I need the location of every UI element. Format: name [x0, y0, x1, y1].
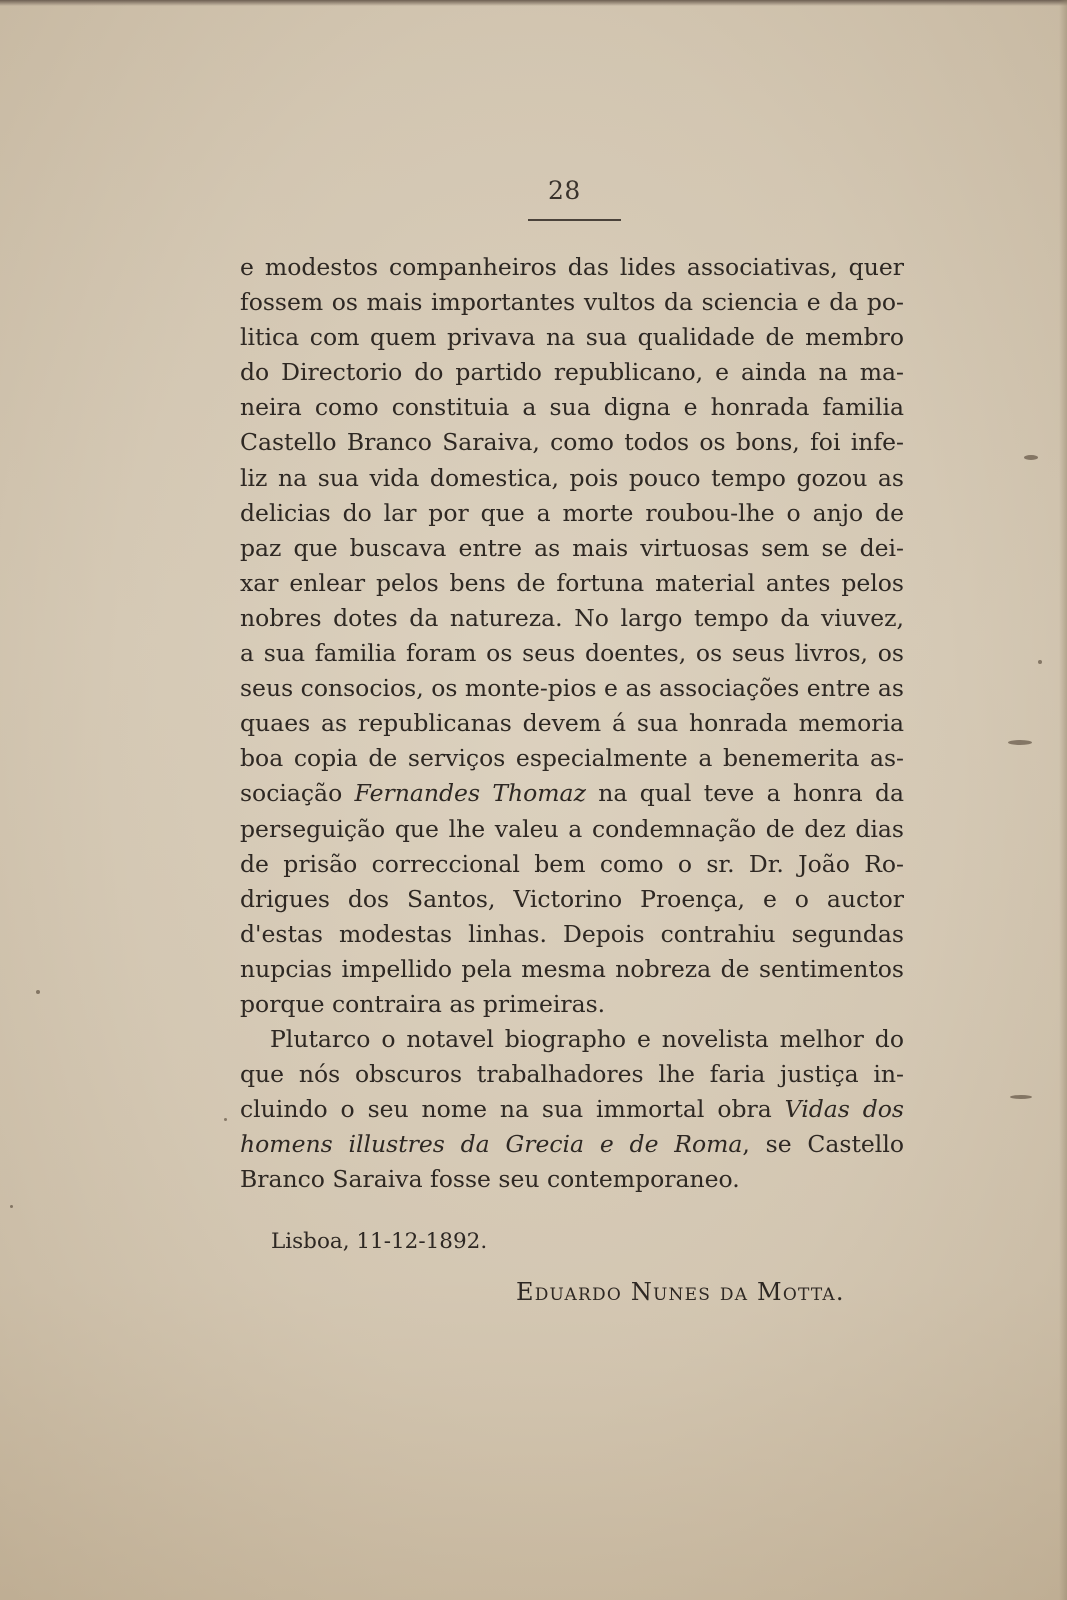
text-line: d'estas modestas linhas. Depois contrahiu segundas — [240, 919, 904, 948]
text-line: boa copia de serviços especialmente a benemerita as- — [240, 744, 904, 773]
text-line: e modestos companheiros das lides associativas, quer — [240, 253, 904, 281]
text-line: Castello Branco Saraiva, como todos os bons, foi infe- — [240, 428, 904, 457]
body-text — [240, 250, 904, 1198]
paper-speck — [1038, 660, 1042, 664]
paper-speck — [10, 1205, 13, 1208]
page-top-edge — [0, 0, 1067, 6]
book-title: Vidas dos — [784, 1095, 904, 1124]
text-line: porque contraira as primeiras. — [240, 989, 606, 1018]
text-line: nobres dotes da natureza. No largo tempo da viuvez, — [240, 603, 904, 632]
text-line: Branco Saraiva fosse seu contemporaneo. — [240, 1165, 740, 1194]
text-line: nupcias impellido pela mesma nobreza de sentimentos — [240, 954, 904, 983]
book-title: homens illustres da Grecia e de Roma — [240, 1130, 743, 1159]
association-name: Fernandes Thomaz — [354, 779, 586, 808]
text-line: perseguição que lhe valeu a condemnação de dez dias — [240, 814, 904, 843]
text-line: seus consocios, os monte-pios e as associações entre as — [240, 674, 904, 703]
text-line: paz que buscava entre as mais virtuosas sem se dei- — [240, 533, 904, 562]
paper-speck — [1010, 1095, 1032, 1099]
text-line: a sua familia foram os seus doentes, os seus livros, os — [240, 639, 904, 668]
paper-speck — [1008, 740, 1032, 745]
text-line: de prisão correccional bem como o sr. Dr. João Ro- — [240, 849, 904, 878]
text-line: xar enlear pelos bens de fortuna material antes pelos — [240, 568, 904, 597]
text-line: litica com quem privava na sua qualidade de membro — [240, 323, 904, 352]
text-line: neira como constituia a sua digna e honrada familia — [240, 393, 904, 422]
text-line: cluindo o seu nome na sua immortal obra Vidas dos — [240, 1095, 904, 1124]
paper-speck — [224, 1118, 227, 1121]
text-line: quaes as republicanas devem á sua honrada memoria — [240, 709, 904, 738]
paper-speck — [1024, 455, 1038, 460]
text-line: do Directorio do partido republicano, e ainda na ma- — [240, 358, 904, 387]
text-line: Plutarco o notavel biographo e novelista melhor do — [270, 1025, 904, 1054]
author-signature: Eduardo Nunes da Motta. — [516, 1278, 845, 1306]
text-line: drigues dos Santos, Victorino Proença, e o auctor — [240, 884, 904, 913]
page-number-rule — [528, 219, 621, 221]
page-right-edge — [1059, 0, 1067, 1600]
text-line: que nós obscuros trabalhadores lhe faria justiça in- — [240, 1060, 904, 1089]
text-line: homens illustres da Grecia e de Roma, se Castello — [240, 1130, 904, 1159]
paper-speck — [36, 990, 40, 994]
text-line: sociação Fernandes Thomaz na qual teve a honra da — [240, 779, 904, 808]
text-line: liz na sua vida domestica, pois pouco tempo gozou as — [240, 463, 904, 492]
place-date: Lisboa, 11-12-1892. — [271, 1229, 488, 1254]
page-number: 28 — [548, 176, 581, 205]
text-line: fossem os mais importantes vultos da sciencia e da po- — [240, 288, 904, 317]
text-line: delicias do lar por que a morte roubou-lhe o anjo de — [240, 498, 904, 527]
